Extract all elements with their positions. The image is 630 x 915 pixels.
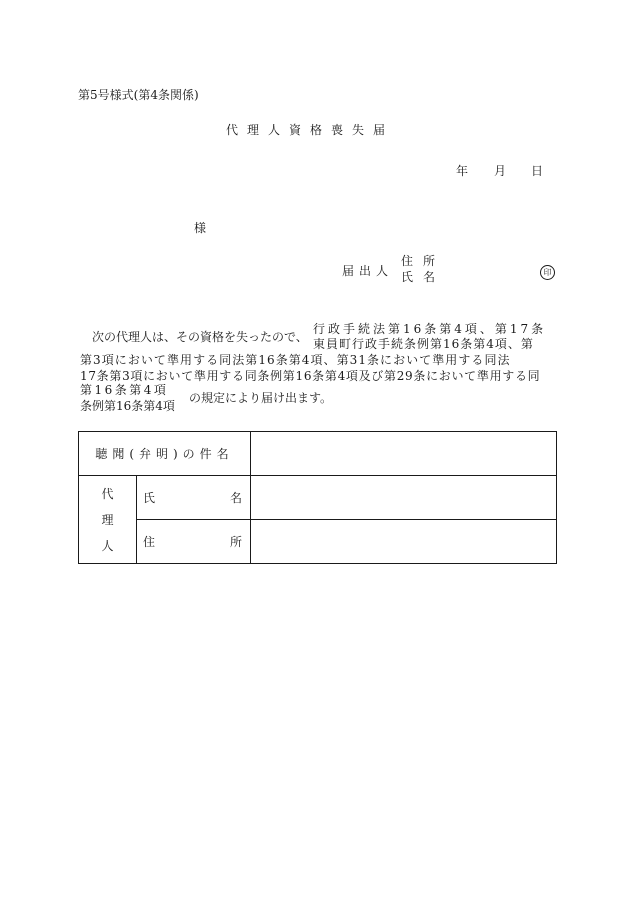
agent-address-label-char: 所 xyxy=(229,535,242,549)
body-line-3: 17条第3項において準用する同条例第16条第4項及び第29条において準用する同 xyxy=(80,369,541,383)
date-month-label: 月 xyxy=(494,164,507,178)
body-line-1-option-b: 東員町行政手続条例第16条第4項、第 xyxy=(313,337,534,351)
agent-name-label-char: 名 xyxy=(229,491,242,505)
addressee-suffix: 様 xyxy=(194,221,207,235)
seal-icon: 印 xyxy=(540,265,555,280)
notifier-label: 届出人 xyxy=(342,264,394,278)
body-line-2: 第3項において準用する同法第16条第4項、第31条において準用する同法 xyxy=(80,353,511,367)
notifier-address-label: 住所 xyxy=(401,254,446,268)
form-number: 第5号様式(第4条関係) xyxy=(78,88,199,102)
agent-label xyxy=(79,476,137,564)
document-title: 代理人資格喪失届 xyxy=(226,123,395,137)
date-year-label: 年 xyxy=(456,164,469,178)
body-line-4-option-b: 条例第16条第4項 xyxy=(80,399,175,413)
body-line-4-tail: の規定により届け出ます。 xyxy=(189,391,333,405)
agent-name-label xyxy=(137,476,251,520)
agent-name-label-char: 氏 xyxy=(143,491,156,505)
agent-name-value[interactable] xyxy=(251,476,557,520)
notifier-name-label: 氏名 xyxy=(401,270,446,284)
agent-label-char: 代 xyxy=(101,486,114,501)
case-name-value[interactable] xyxy=(251,432,557,476)
body-line-1-option-a: 行政手続法第16条第4項、第17条 xyxy=(313,322,547,336)
table-row-case xyxy=(79,432,557,476)
agent-label-char: 人 xyxy=(101,538,114,553)
agent-address-label-char: 住 xyxy=(143,535,156,549)
agent-address-label xyxy=(137,520,251,564)
body-line-1-lead: 次の代理人は、その資格を失ったので、 xyxy=(92,330,308,344)
agent-address-value[interactable] xyxy=(251,520,557,564)
body-line-4-option-a: 第16条第4項 xyxy=(80,383,169,397)
table-row-agent-name xyxy=(79,476,557,520)
info-table xyxy=(78,431,557,564)
date-day-label: 日 xyxy=(531,164,544,178)
agent-label-char: 理 xyxy=(101,512,114,527)
table-row-agent-address xyxy=(79,520,557,564)
case-name-label: 聴聞(弁明)の件名 xyxy=(79,432,251,476)
